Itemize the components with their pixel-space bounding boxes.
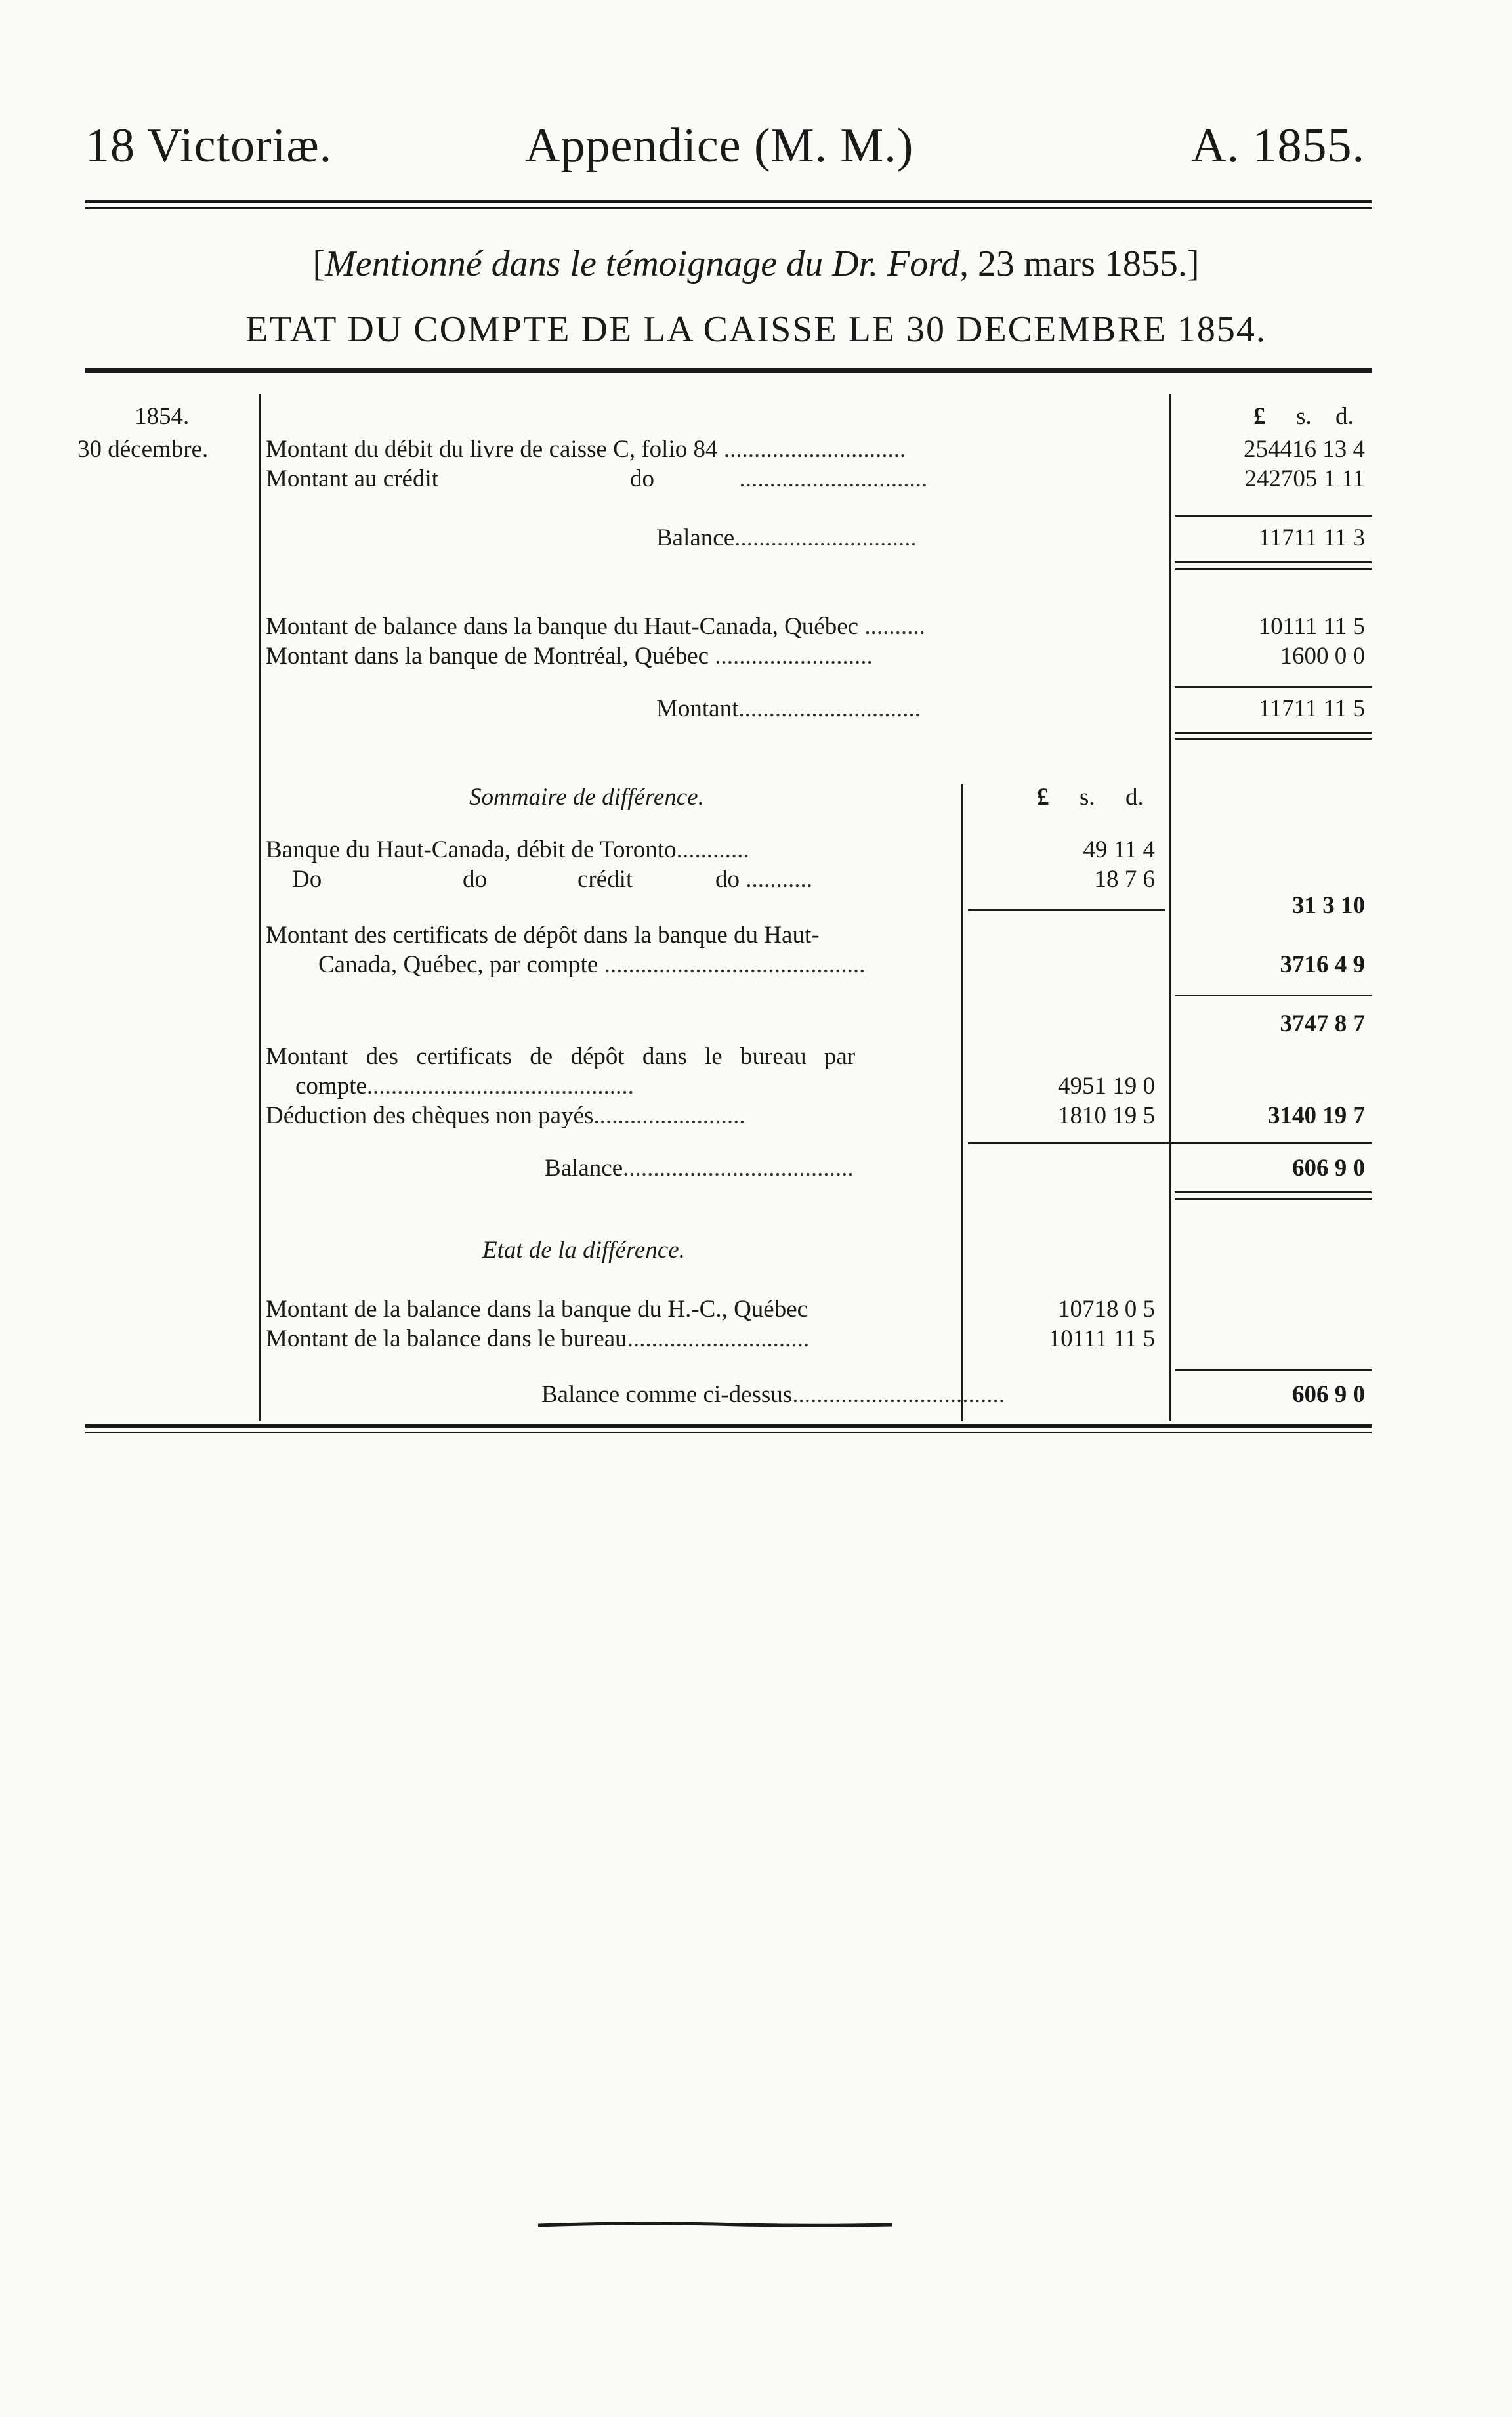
toronto-debit-label: Banque du Haut-Canada, débit de Toronto............ [266,836,749,863]
row-credit-amount: 242705 1 11 [1244,465,1365,492]
subtitle: [Mentionné dans le témoignage du Dr. Ford, 23 mars 1855.] [312,244,1200,284]
sum-rule-2 [1175,686,1372,688]
deduction-net-amount: 3140 19 7 [1268,1102,1365,1129]
etat-heading: Etat de la différence. [482,1237,685,1264]
amount-column-rule [1169,394,1171,1421]
row-bank-hc-amount: 10111 11 5 [1258,613,1365,640]
row-credit-label: Montant au crédit [266,465,439,492]
etat-office-label: Montant de la balance dans le bureau.............................. [266,1325,810,1352]
sommaire-balance-label: Balance...................................... [545,1155,854,1182]
toronto-credit-label: crédit [578,866,633,893]
sommaire-rule-2 [1175,995,1372,996]
etat-balance-label: Balance comme ci-dessus................................... [541,1381,1005,1408]
header-pence: d. [1335,403,1354,430]
etat-office-amount: 10111 11 5 [1048,1325,1155,1352]
diff-total-amount: 31 3 10 [1292,892,1365,919]
row-debit-label: Montant du débit du livre de caisse C, folio 84 .............................. [266,436,906,463]
header-shillings: s. [1296,403,1312,430]
toronto-debit-amount: 49 11 4 [1083,836,1155,863]
subtitle-date: 23 mars 1855. [978,244,1187,284]
double-rule-3b [1175,1198,1372,1200]
double-rule-2a [1175,732,1372,734]
certif-office-line2: compte............................................ [295,1073,634,1100]
certif-bank-line2: Canada, Québec, par compte ........................................... [318,951,866,978]
title-rule [85,368,1372,373]
date-year: 1854. [135,403,190,430]
row-debit-amount: 254416 13 4 [1244,436,1365,463]
double-rule-3a [1175,1191,1372,1193]
row-balance1-amount: 11711 11 3 [1258,524,1365,551]
header-rule [85,200,1372,203]
double-rule-1a [1175,561,1372,563]
etat-bank-hc-label: Montant de la balance dans la banque du H.-C., Québec [266,1296,808,1323]
sommaire-rule-3 [968,1142,1372,1144]
certif-office-line1: Montant des certificats de dépôt dans le bureau par [266,1043,856,1070]
toronto-credit-do1: Do [292,866,322,893]
deduction-amount: 1810 19 5 [1058,1102,1155,1129]
row-bank-mtl-amount: 1600 0 0 [1280,643,1365,670]
sommaire-header-shillings: s. [1080,784,1095,811]
certif-bank-line1: Montant des certificats de dépôt dans la banque du Haut- [266,922,820,949]
table-bottom-rule-thin [85,1432,1372,1433]
inner-column-rule [961,784,963,1421]
double-rule-1b [1175,568,1372,570]
certif-bank-amount: 3716 4 9 [1280,951,1365,978]
date-day: 30 décembre. [77,436,209,463]
etat-balance-amount: 606 9 0 [1292,1381,1365,1408]
sommaire-header-pence: d. [1125,784,1144,811]
etat-bank-hc-amount: 10718 0 5 [1058,1296,1155,1323]
row-montant-label: Montant.............................. [656,695,921,722]
sommaire-rule-1 [968,909,1165,911]
toronto-credit-amount: 18 7 6 [1094,866,1155,893]
etat-rule [1175,1369,1372,1371]
toronto-credit-do3: do ........... [715,866,812,893]
sommaire-balance-amount: 606 9 0 [1292,1155,1365,1182]
row-balance1-label: Balance.............................. [656,524,917,551]
subtotal-amount: 3747 8 7 [1280,1010,1365,1037]
ornament-divider-icon [538,2222,892,2229]
date-column-rule [259,394,261,1421]
row-bank-hc-label: Montant de balance dans la banque du Haut-Canada, Québec .......... [266,613,925,640]
deduction-label: Déduction des chèques non payés......................... [266,1102,746,1129]
certif-office-amount: 4951 19 0 [1058,1073,1155,1100]
sommaire-heading: Sommaire de différence. [469,784,704,811]
sommaire-header-pounds: £ [1037,784,1049,811]
header-appendix: Appendice (M. M.) [525,119,914,173]
double-rule-2b [1175,738,1372,740]
table-bottom-rule [85,1424,1372,1428]
page-title: ETAT DU COMPTE DE LA CAISSE LE 30 DECEMBRE 1854. [245,309,1267,350]
subtitle-italic: Mentionné dans le témoignage du Dr. Ford, [325,244,969,284]
row-credit-do: do ............................... [630,465,928,492]
header-pounds: £ [1253,403,1266,430]
toronto-credit-do2: do [463,866,487,893]
header-year: A. 1855. [1191,119,1365,173]
header-session: 18 Victoriæ. [85,119,333,173]
row-montant-amount: 11711 11 5 [1258,695,1365,722]
sum-rule-1 [1175,515,1372,517]
row-bank-mtl-label: Montant dans la banque de Montréal, Québec .......................... [266,643,873,670]
header-rule-thin [85,207,1372,209]
